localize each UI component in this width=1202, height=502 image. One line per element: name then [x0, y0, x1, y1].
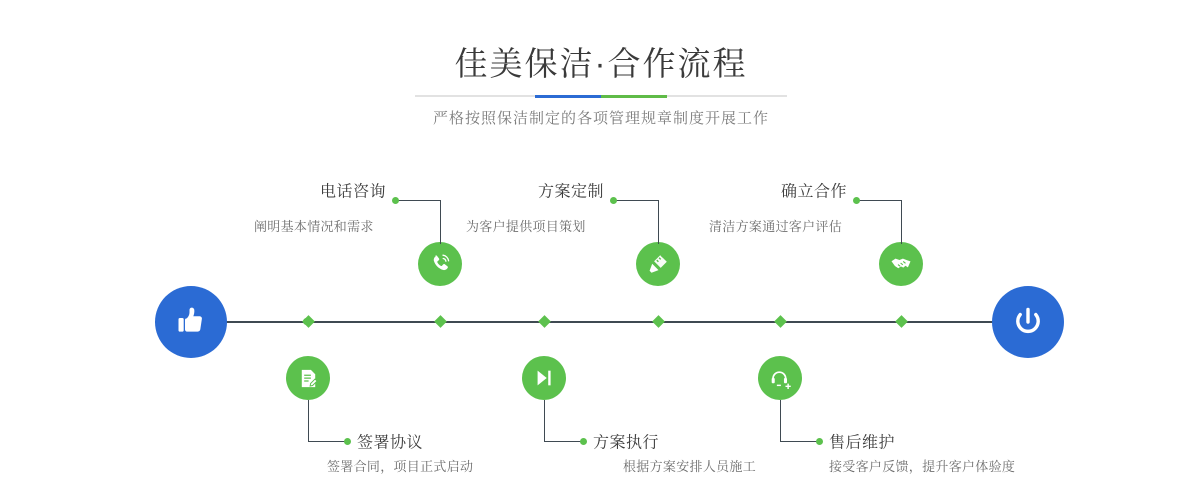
step-dot-1 — [392, 197, 399, 204]
step-connector-2-vertical — [308, 400, 309, 442]
step-desc-6: 接受客户反馈，提升客户体验度 — [829, 459, 1016, 474]
step-desc-5: 清洁方案通过客户评估 — [709, 219, 843, 234]
step-label-3: 方案定制 — [538, 183, 605, 201]
step-label-5: 确立合作 — [781, 183, 848, 201]
step-label-2: 签署协议 — [357, 434, 424, 452]
step-dot-5 — [853, 197, 860, 204]
step-label-4: 方案执行 — [593, 434, 660, 452]
step-node-5[interactable] — [879, 242, 923, 286]
document-edit-icon — [297, 367, 320, 390]
axis-diamond-1 — [434, 315, 447, 328]
step-connector-6-vertical — [780, 400, 781, 442]
step-desc-1: 阐明基本情况和需求 — [254, 219, 374, 234]
step-node-3[interactable] — [636, 242, 680, 286]
play-forward-icon — [533, 367, 555, 389]
handshake-icon — [889, 252, 913, 276]
timeline-end-node — [992, 286, 1064, 358]
axis-diamond-2 — [302, 315, 315, 328]
step-node-6[interactable] — [758, 356, 802, 400]
power-icon — [1009, 303, 1047, 341]
step-connector-1-horizontal — [398, 200, 440, 201]
step-connector-4-vertical — [544, 400, 545, 442]
axis-diamond-4 — [538, 315, 551, 328]
step-node-2[interactable] — [286, 356, 330, 400]
step-node-1[interactable] — [418, 242, 462, 286]
step-connector-4-horizontal — [544, 441, 584, 442]
step-dot-6 — [816, 438, 823, 445]
step-connector-5-horizontal — [859, 200, 901, 201]
step-connector-2-horizontal — [308, 441, 348, 442]
axis-diamond-6 — [774, 315, 787, 328]
pencil-ruler-icon — [646, 252, 670, 276]
page-title: 佳美保洁·合作流程 — [454, 45, 748, 82]
page-subtitle: 严格按照保洁制定的各项管理规章制度开展工作 — [432, 110, 769, 127]
step-dot-4 — [580, 438, 587, 445]
step-connector-6-horizontal — [780, 441, 820, 442]
timeline-start-node — [155, 286, 227, 358]
step-connector-5-vertical — [901, 200, 902, 244]
step-desc-4: 根据方案安排人员施工 — [623, 459, 757, 474]
thumbs-up-icon — [173, 304, 209, 340]
axis-diamond-5 — [895, 315, 908, 328]
step-label-6: 售后维护 — [829, 434, 896, 452]
step-desc-3: 为客户提供项目策划 — [466, 219, 586, 234]
step-dot-2 — [344, 438, 351, 445]
headset-support-icon — [769, 367, 792, 390]
phone-ring-icon — [428, 252, 452, 276]
title-divider-accent-green — [601, 95, 667, 98]
step-connector-3-horizontal — [616, 200, 658, 201]
step-connector-3-vertical — [658, 200, 659, 244]
axis-diamond-3 — [652, 315, 665, 328]
title-divider-accent-blue — [535, 95, 601, 98]
timeline-axis — [155, 321, 1047, 323]
step-desc-2: 签署合同，项目正式启动 — [327, 459, 474, 474]
step-connector-1-vertical — [440, 200, 441, 244]
step-label-1: 电话咨询 — [320, 183, 387, 201]
step-dot-3 — [610, 197, 617, 204]
step-node-4[interactable] — [522, 356, 566, 400]
